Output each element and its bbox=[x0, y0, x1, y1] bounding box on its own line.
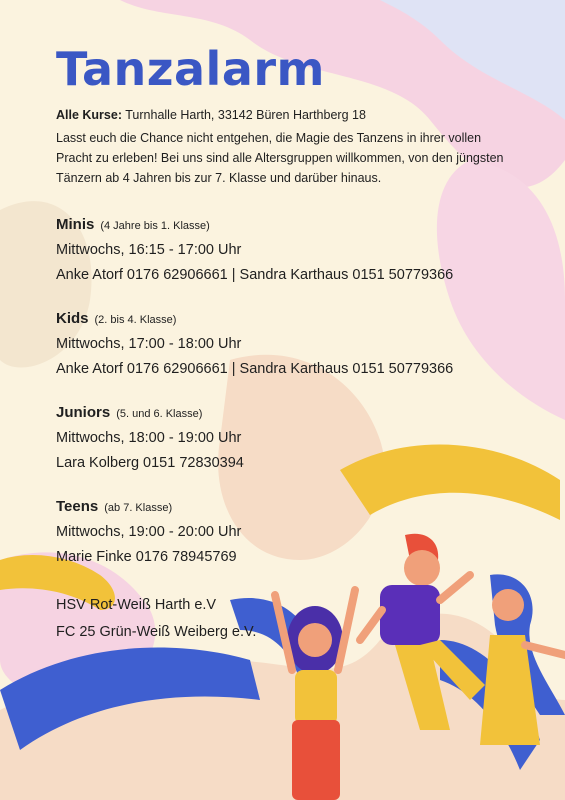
clubs-list bbox=[56, 592, 256, 646]
group-contact: Anke Atorf 0176 62906661 | Sandra Karthaus 0151 50779366 bbox=[56, 267, 454, 283]
intro-text: Lasst euch die Chance nicht entgehen, die Magie des Tanzens in ihrer vollen Pracht zu erleben! Bei uns sind alle Altersgruppen willkommen, von den jüngsten Tänzern ab 4 Jahren bis zur 7. Klasse und darüber hinaus. bbox=[56, 131, 504, 185]
group-contact: Anke Atorf 0176 62906661 | Sandra Karthaus 0151 50779366 bbox=[56, 361, 454, 377]
club-name: FC 25 Grün-Weiß Weiberg e.V. bbox=[56, 624, 257, 640]
group-contact: Lara Kolberg 0151 72830394 bbox=[56, 455, 244, 471]
group-age: (4 Jahre bis 1. Klasse) bbox=[100, 220, 210, 232]
group-age: (5. und 6. Klasse) bbox=[116, 408, 203, 420]
group-age: (2. bis 4. Klasse) bbox=[94, 314, 177, 326]
group-time: Mittwochs, 19:00 - 20:00 Uhr bbox=[56, 524, 242, 540]
group-age: (ab 7. Klasse) bbox=[104, 502, 173, 514]
group-contact: Marie Finke 0176 78945769 bbox=[56, 549, 237, 565]
venue-line bbox=[56, 108, 366, 122]
group-name: Kids bbox=[56, 310, 89, 327]
group-name: Juniors bbox=[56, 404, 111, 421]
group-time: Mittwochs, 16:15 - 17:00 Uhr bbox=[56, 242, 242, 258]
group-name: Minis bbox=[56, 216, 95, 233]
group-juniors bbox=[56, 404, 536, 476]
group-kids bbox=[56, 310, 536, 382]
group-minis bbox=[56, 216, 536, 288]
venue-address: Turnhalle Harth, 33142 Büren Harthberg 18 bbox=[125, 108, 366, 122]
page-title: Tanzalarm bbox=[56, 42, 325, 96]
group-time: Mittwochs, 18:00 - 19:00 Uhr bbox=[56, 430, 242, 446]
club-name: HSV Rot-Weiß Harth e.V bbox=[56, 597, 217, 613]
group-teens bbox=[56, 498, 536, 570]
group-name: Teens bbox=[56, 498, 99, 515]
group-time: Mittwochs, 17:00 - 18:00 Uhr bbox=[56, 336, 242, 352]
venue-label: Alle Kurse: bbox=[56, 108, 122, 122]
